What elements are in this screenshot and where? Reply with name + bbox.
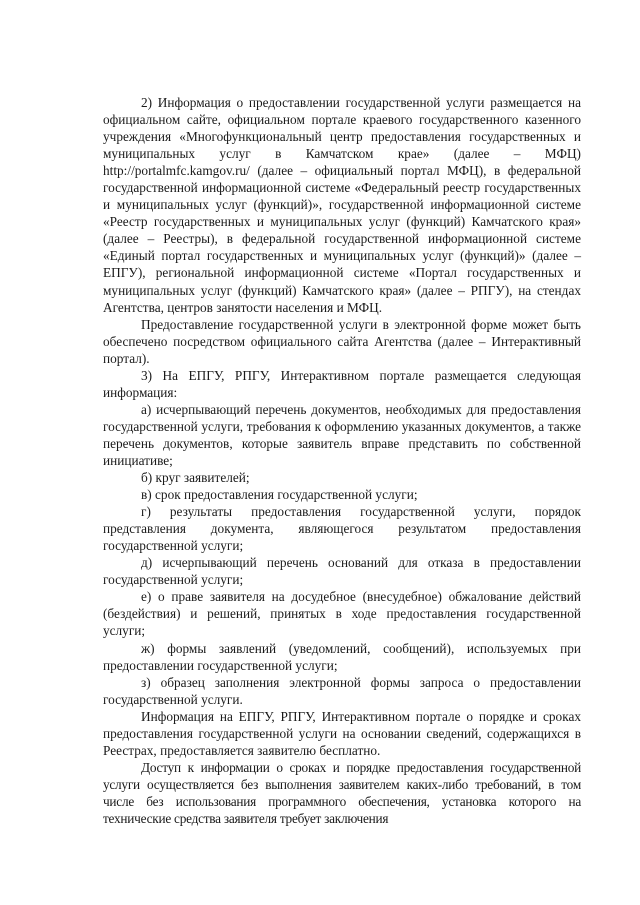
list-item-a: а) исчерпывающий перечень документов, необходимых для предоставления государственной услуги, требования к оформлению указанных документов, а также перечень документов, которые заявитель вправе представить по собственной инициативе; [103,401,581,468]
paragraph-info-placement: 2) Информация о предоставлении государственной услуги размещается на официальном сайте, официальном портале краевого государственного казенного учреждения «Многофункциональный центр предоставления государственных и муниципальных услуг в Камчатском крае» (далее – МФЦ) http://portalmfc.kamgov.ru/ (далее – официальный портал МФЦ), в федеральной государственной информационной системе «Федеральный реестр государственных и муниципальных услуг (функций)», государственной информационной системе «Реестр государственных и муниципальных услуг (функций) Камчатского края» (далее – Реестры), в федеральной государственной информационной системе «Единый портал государственных и муниципальных услуг (функций)» (далее – ЕПГУ), региональной информационной системе «Портал государственных и муниципальных услуг (функций) Камчатского края» (далее – РПГУ), на стендах Агентства, центров занятости населения и МФЦ. [103,95,581,315]
list-item-z: з) образец заполнения электронной формы запроса о предоставлении государственной услуги. [103,674,581,707]
paragraph-portal-info-intro: 3) На ЕПГУ, РПГУ, Интерактивном портале размещается следующая информация: [103,367,581,400]
paragraph-access-conditions: Доступ к информации о сроках и порядке предоставления государственной услуги осуществляется без выполнения заявителем каких-либо требований, в том числе без использования программного обеспечения, установка которого на технические средства заявителя требует заключения [103,759,581,826]
list-item-zh: ж) формы заявлений (уведомлений, сообщений), используемых при предоставлении государственной услуги; [103,640,581,673]
paragraph-electronic-form: Предоставление государственной услуги в электронной форме может быть обеспечено посредством официального сайта Агентства (далее – Интерактивный портал). [103,316,581,366]
list-item-b: б) круг заявителей; [141,470,250,486]
list-item-g: г) результаты предоставления государственной услуги, порядок представления документа, являющегося результатом предоставления государственной услуги; [103,504,581,554]
list-item-d: д) исчерпывающий перечень оснований для отказа в предоставлении государственной услуги; [103,555,581,588]
list-item-v: в) срок предоставления государственной услуги; [141,487,418,503]
list-item-e: е) о праве заявителя на досудебное (внесудебное) обжалование действий (бездействия) и решений, принятых в ходе предоставления государственной услуги; [103,589,581,639]
paragraph-free-of-charge: Информация на ЕПГУ, РПГУ, Интерактивном портале о порядке и сроках предоставления государственной услуги на основании сведений, содержащихся в Реестрах, предоставляется заявителю бесплатно. [103,708,581,758]
document-body [103,94,581,827]
